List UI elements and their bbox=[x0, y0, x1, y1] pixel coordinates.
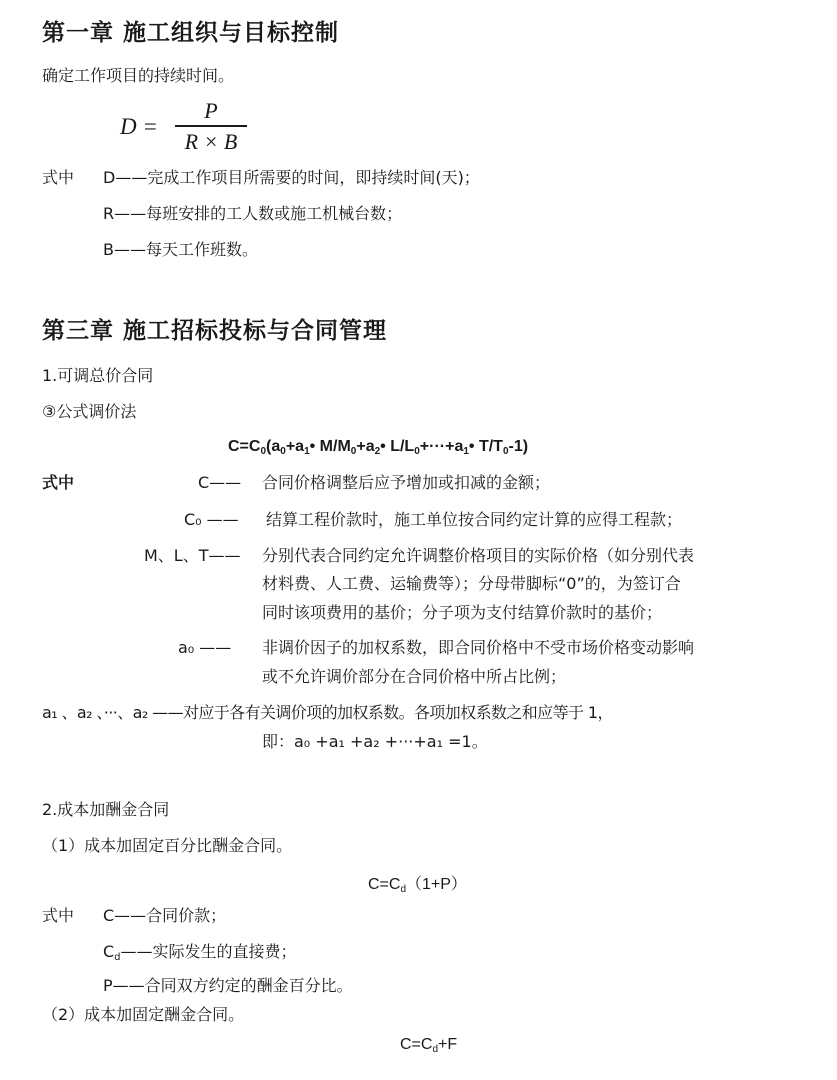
section-2-heading: 2.成本加酬金合同 bbox=[42, 800, 170, 819]
def-mlt-symbol: M、L、T—— bbox=[144, 546, 241, 565]
def-c0-text: 结算工程价款时，施工单位按合同约定计算的应得工程款； bbox=[266, 510, 683, 529]
fraction-denominator: R × B bbox=[184, 129, 238, 154]
def2-c: C——合同价款； bbox=[103, 906, 227, 925]
ch1-intro: 确定工作项目的持续时间。 bbox=[42, 66, 235, 85]
section-1-subheading: ③公式调价法 bbox=[42, 402, 137, 421]
def-a0-line-2: 或不允许调价部分在合同价格中所占比例； bbox=[262, 667, 567, 686]
def2-cd: $C_d——$实际发生的直接费； bbox=[103, 942, 297, 963]
section-1-heading: 1.可调总价合同 bbox=[42, 366, 154, 385]
def-c-symbol: C—— bbox=[198, 473, 242, 492]
ch1-def-r: R——每班安排的工人数或施工机械台数； bbox=[103, 204, 403, 223]
formula-cost-plus-fixed: $C=C_d+F$ bbox=[400, 1036, 458, 1055]
fraction-numerator: P bbox=[204, 98, 218, 123]
def-ai-line-1: a₁ 、a₂ 、···、a₂ ——对应于各有关调价项的加权系数。各项加权系数之和应等于 1， bbox=[42, 703, 613, 722]
ch1-def-b: B——每天工作班数。 bbox=[103, 240, 258, 259]
def-ai-line-2: 即：a₀ +a₁ +a₂ +···+a₁ =1。 bbox=[262, 732, 488, 751]
formula-d-lhs: D = bbox=[120, 114, 158, 139]
ch1-def-d: D——完成工作项目所需要的时间，即持续时间(天)； bbox=[103, 168, 480, 187]
chapter-3-title: 第三章 施工招标投标与合同管理 bbox=[42, 318, 388, 344]
def-a0-symbol: a₀ —— bbox=[178, 638, 232, 657]
ch3-where-label: 式中 bbox=[42, 473, 75, 492]
formula-cost-plus-percent: $C=C_d(1+P)$ bbox=[368, 876, 467, 895]
price-adjust-formula: $C=C_0(a_0+a_1•$ $M/M_0+a_2•$ $L/L_0+\cdot\cdot\cdot+a_1•$ $T/T_0-1$) bbox=[228, 438, 529, 457]
def-c-text: 合同价格调整后应予增加或扣减的金额； bbox=[262, 473, 551, 492]
def-mlt-line-2: 材料费、人工费、运输费等）；分母带脚标“0”的，为签订合 bbox=[262, 574, 681, 593]
section-2-1-heading: （1）成本加固定百分比酬金合同。 bbox=[42, 836, 293, 855]
ch3-where-label-2: 式中 bbox=[42, 906, 75, 925]
duration-fraction bbox=[175, 98, 247, 155]
def-a0-line-1: 非调价因子的加权系数，即合同价格中不受市场价格变动影响 bbox=[262, 638, 695, 657]
ch1-where-label: 式中 bbox=[42, 168, 75, 187]
def-c0-symbol: C₀ —— bbox=[184, 510, 239, 529]
section-2-2-heading: （2）成本加固定酬金合同。 bbox=[42, 1005, 245, 1024]
def-mlt-line-3: 同时该项费用的基价；分子项为支付结算价款时的基价； bbox=[262, 603, 663, 622]
def2-p: P——合同双方约定的酬金百分比。 bbox=[103, 976, 353, 995]
chapter-1-title: 第一章 施工组织与目标控制 bbox=[42, 20, 340, 46]
def-mlt-line-1: 分别代表合同约定允许调整价格项目的实际价格（如分别代表 bbox=[262, 546, 695, 565]
fraction-bar bbox=[175, 125, 247, 127]
